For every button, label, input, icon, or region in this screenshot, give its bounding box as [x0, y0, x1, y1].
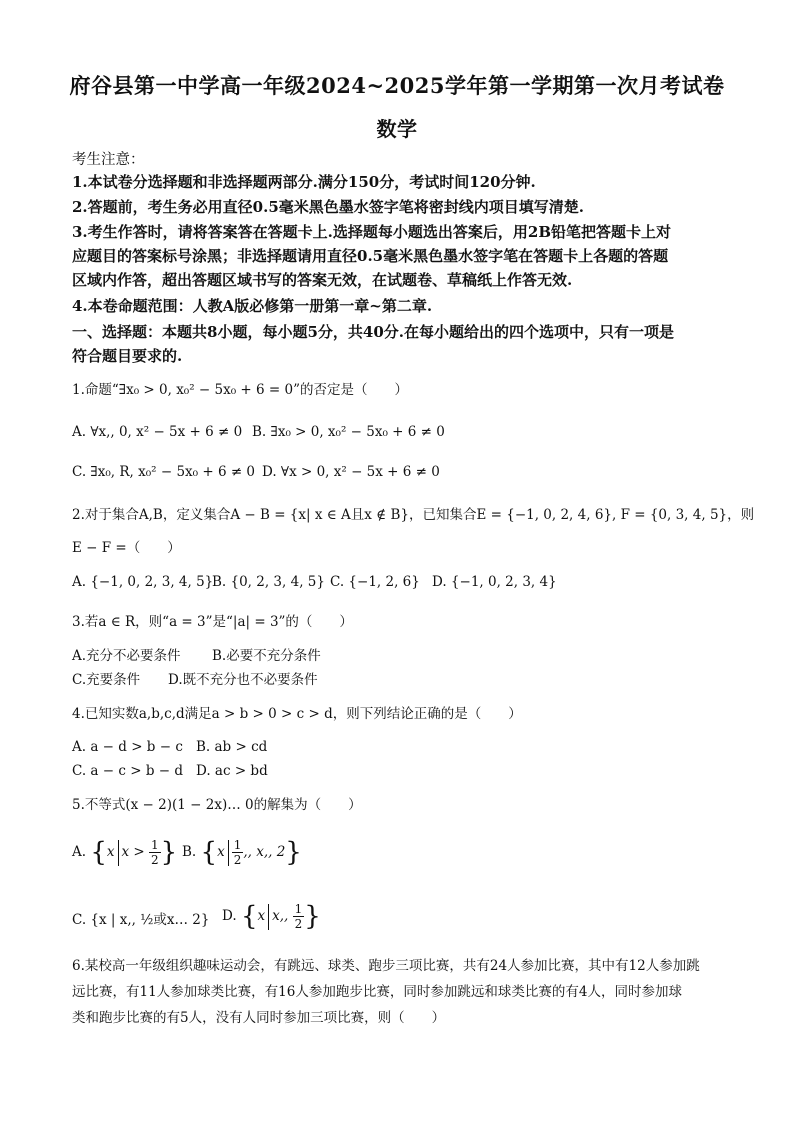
- q5-option-c: C. {x | x,, ½或x… 2}: [72, 912, 210, 928]
- subject-title: 数学: [376, 117, 418, 141]
- right-brace: }: [285, 837, 302, 868]
- set-bar: [268, 904, 269, 930]
- q2-option-a: A. {−1, 0, 2, 3, 4, 5}: [72, 574, 214, 590]
- q5-b-var: x: [217, 844, 225, 860]
- q1-option-a: A. ∀x,, 0, x² − 5x + 6 ≠ 0: [72, 424, 243, 440]
- q6-line-3: 类和跑步比赛的有5人，没有人同时参加三项比赛，则（ ）: [72, 1010, 446, 1026]
- q4-option-a: A. a − d > b − c: [72, 739, 183, 755]
- fraction: [293, 902, 305, 931]
- q2-stem-cont: E − F =（ ）: [72, 540, 181, 556]
- q2-option-c: C. {−1, 2, 6}: [330, 574, 420, 590]
- q5-option-b: [182, 838, 302, 867]
- notice-item-3a: 3.考生作答时，请将答案答在答题卡上.选择题每小题选出答案后，用2B铅笔把答题卡上对: [72, 223, 672, 241]
- right-brace: }: [304, 901, 321, 932]
- fraction-denominator: 2: [151, 853, 159, 867]
- notice-item-2: 2.答题前，考生务必用直径0.5毫米黑色墨水签字笔将密封线内项目填写清楚.: [72, 198, 584, 216]
- notice-item-4: 4.本卷命题范围：人教A版必修第一册第一章~第二章.: [72, 297, 433, 315]
- q4-option-d: D. ac > bd: [196, 763, 268, 779]
- q2-option-b: B. {0, 2, 3, 4, 5}: [212, 574, 325, 590]
- q3-option-b: B.必要不充分条件: [212, 648, 321, 664]
- q3-option-d: D.既不充分也不必要条件: [168, 672, 318, 688]
- q4-stem: 4.已知实数a,b,c,d满足a > b > 0 > c > d，则下列结论正确的是（ ）: [72, 706, 522, 722]
- left-brace: {: [90, 837, 107, 868]
- notice-heading: 考生注意：: [72, 152, 145, 168]
- q4-option-b: B. ab > cd: [196, 739, 268, 755]
- notice-item-3c: 区域内作答，超出答题区域书写的答案无效，在试题卷、草稿纸上作答无效.: [72, 271, 573, 289]
- q3-stem: 3.若a ∈ R，则“a = 3”是“|a| = 3”的（ ）: [72, 614, 353, 630]
- q5-d-label: D.: [222, 908, 237, 924]
- section-heading-1: 一、选择题：本题共8小题，每小题5分，共40分.在每小题给出的四个选项中，只有一项是: [72, 323, 674, 341]
- q5-stem: 5.不等式(x − 2)(1 − 2x)… 0的解集为（ ）: [72, 797, 362, 813]
- q5-d-relation: x,,: [272, 908, 289, 924]
- set-bar: [228, 840, 229, 866]
- q5-b-label: B.: [182, 844, 197, 860]
- q5-option-d: [222, 902, 321, 931]
- q5-option-a: [72, 838, 177, 867]
- q2-stem: 2.对于集合A,B，定义集合A − B = {x| x ∈ A且x ∉ B}，已知集合E = {−1, 0, 2, 4, 6}, F = {0, 3, 4, 5}，则: [72, 507, 755, 523]
- q4-option-c: C. a − c > b − d: [72, 763, 184, 779]
- q6-line-2: 远比赛，有11人参加球类比赛，有16人参加跑步比赛，同时参加跳远和球类比赛的有4人，同时参加球: [72, 984, 682, 1000]
- notice-item-1: 1.本试卷分选择题和非选择题两部分.满分150分，考试时间120分钟.: [72, 173, 536, 191]
- q5-b-relation: ,, x,, 2: [243, 844, 286, 860]
- fraction-numerator: 1: [294, 902, 303, 916]
- left-brace: {: [200, 837, 218, 868]
- q5-a-relation: x >: [121, 844, 145, 860]
- q3-option-c: C.充要条件: [72, 672, 141, 688]
- q5-a-var: x: [106, 844, 115, 860]
- q5-d-var: x: [257, 908, 266, 924]
- q1-option-c: C. ∃x₀, R, x₀² − 5x₀ + 6 ≠ 0: [72, 464, 256, 480]
- fraction-numerator: 1: [233, 838, 242, 852]
- q1-option-d: D. ∀x > 0, x² − 5x + 6 ≠ 0: [262, 464, 440, 480]
- left-brace: {: [240, 901, 258, 932]
- fraction: [232, 838, 244, 867]
- exam-title: 府谷县第一中学高一年级2024~2025学年第一学期第一次月考试卷: [69, 73, 725, 98]
- q2-option-d: D. {−1, 0, 2, 3, 4}: [432, 574, 557, 590]
- q6-line-1: 6.某校高一年级组织趣味运动会，有跳远、球类、跑步三项比赛，共有24人参加比赛，其中有12人参加跳: [72, 958, 700, 974]
- fraction-denominator: 2: [294, 917, 303, 931]
- fraction-denominator: 2: [233, 853, 242, 867]
- notice-item-3b: 应题目的答案标号涂黑；非选择题请用直径0.5毫米黑色墨水签字笔在答题卡上各题的答题: [72, 247, 669, 265]
- q5-a-label: A.: [72, 844, 87, 860]
- fraction-numerator: 1: [151, 838, 159, 852]
- q1-stem: 1.命题“∃x₀ > 0, x₀² − 5x₀ + 6 = 0”的否定是（ ）: [72, 382, 409, 398]
- right-brace: }: [160, 837, 178, 868]
- q1-option-b: B. ∃x₀ > 0, x₀² − 5x₀ + 6 ≠ 0: [252, 424, 445, 440]
- section-heading-2: 符合题目要求的.: [72, 347, 183, 365]
- fraction: [149, 838, 161, 867]
- q3-option-a: A.充分不必要条件: [72, 648, 181, 664]
- set-bar: [118, 840, 119, 866]
